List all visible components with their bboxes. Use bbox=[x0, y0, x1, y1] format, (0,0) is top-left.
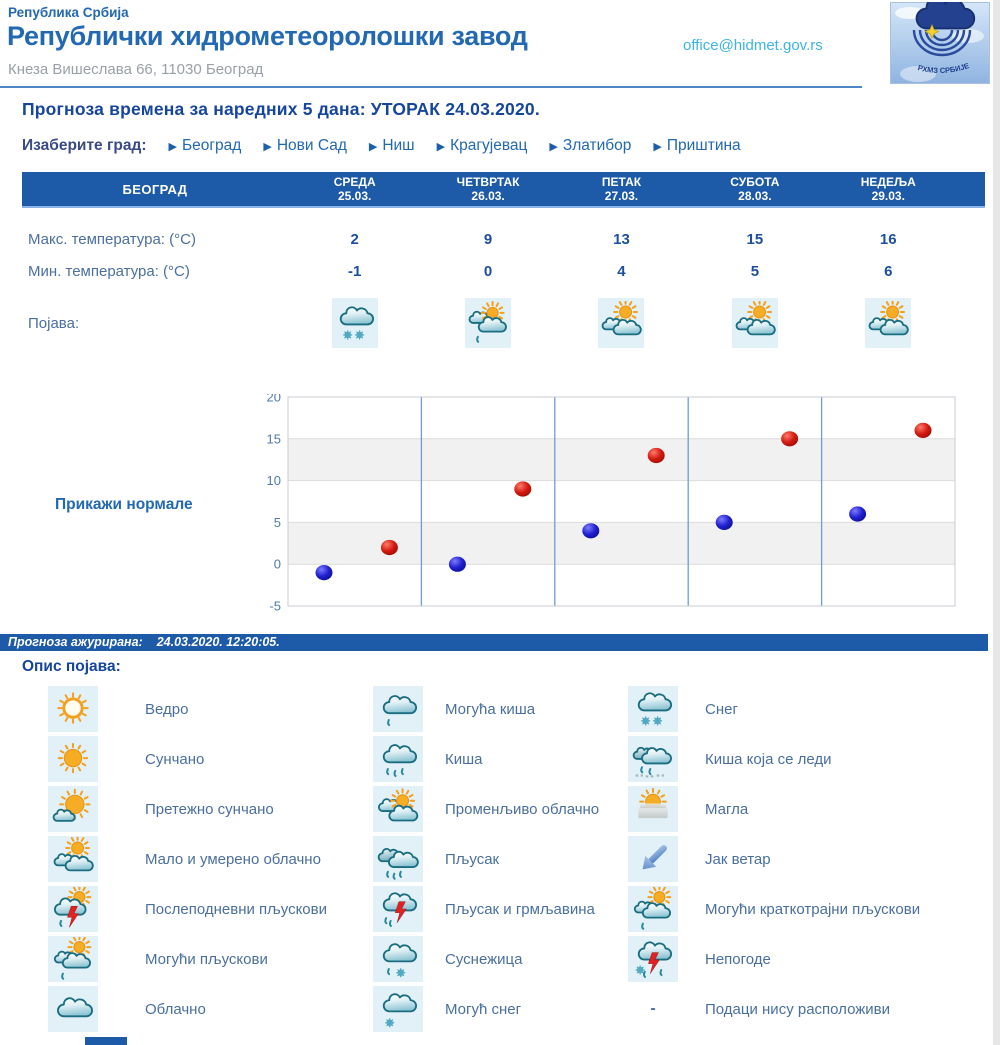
legend-icon-cell bbox=[48, 786, 98, 832]
sun-cloud-drop-icon bbox=[631, 887, 675, 931]
cloud-bolt-rain-icon bbox=[376, 887, 420, 931]
city-link[interactable]: ▶ Приштина bbox=[653, 137, 741, 154]
legend-icon-cell bbox=[628, 886, 678, 932]
city-selector bbox=[22, 137, 741, 155]
max-temp-value: 15 bbox=[746, 231, 764, 248]
arrow-right-icon: ▶ bbox=[653, 141, 662, 153]
svg-text:-5: -5 bbox=[269, 598, 281, 614]
sun-clouds-icon bbox=[599, 301, 643, 345]
table-day-header: СРЕДА 25.03. bbox=[333, 175, 376, 203]
sun-small-cloud-icon bbox=[51, 787, 95, 831]
weather-icon-cell bbox=[465, 298, 511, 348]
legend-icon-cell bbox=[628, 836, 678, 882]
max-temp-value: 2 bbox=[350, 231, 359, 248]
min-temp-value: 6 bbox=[884, 263, 893, 280]
legend-icon-cell bbox=[48, 886, 98, 932]
legend-icon-cell bbox=[628, 936, 678, 982]
max-temp-label: Макс. температура: (°C) bbox=[28, 231, 196, 248]
next-section-bar bbox=[85, 1037, 127, 1045]
wind-arrow-icon bbox=[631, 837, 675, 881]
min-temp-value: 5 bbox=[750, 263, 760, 280]
legend-title: Опис појава: bbox=[22, 658, 121, 675]
legend-label: Претежно сунчано bbox=[145, 800, 274, 818]
legend-icon-cell bbox=[48, 836, 98, 882]
logo-caption: РХМЗ СРБИЈЕ bbox=[916, 61, 971, 76]
weather-icon-cell bbox=[865, 298, 911, 348]
cloud-rain-icon bbox=[376, 737, 420, 781]
sun-outline-icon bbox=[51, 687, 95, 731]
sun-cloud-drop-icon bbox=[51, 937, 95, 981]
contact-email-link[interactable]: office@hidmet.gov.rs bbox=[683, 37, 823, 54]
legend-icon-cell bbox=[373, 986, 423, 1032]
header-divider bbox=[0, 86, 862, 88]
table-city-cell: БЕОГРАД bbox=[122, 182, 188, 197]
max-temp-value: 9 bbox=[483, 231, 493, 248]
sun-icon bbox=[51, 737, 95, 781]
arrow-right-icon: ▶ bbox=[263, 141, 272, 153]
max-temp-value: 13 bbox=[613, 231, 630, 248]
city-link[interactable]: ▶ Златибор bbox=[549, 137, 632, 154]
no-data-dash: - bbox=[650, 1000, 656, 1017]
legend-label: Киша која се леди bbox=[705, 750, 832, 768]
updated-timestamp: 24.03.2020. 12:20:05. bbox=[156, 635, 280, 649]
cloud-snow-icon bbox=[631, 687, 675, 731]
city-link[interactable]: ▶ Ниш bbox=[368, 137, 415, 154]
forecast-updated-bar bbox=[0, 634, 988, 651]
legend-label: Мало и умерено облачно bbox=[145, 850, 321, 868]
cloud-snow-icon bbox=[333, 301, 377, 345]
forecast-title: Прогноза времена за наредних 5 дана: УТОРАК 24.03.2020. bbox=[22, 99, 540, 119]
table-day-header: СУБОТА 28.03. bbox=[730, 175, 780, 203]
table-day-header: НЕДЕЉА 29.03. bbox=[860, 175, 916, 203]
city-link[interactable]: ▶ Крагујевац bbox=[436, 137, 528, 154]
legend-label: Ведро bbox=[145, 700, 189, 718]
max-temp-value: 16 bbox=[879, 231, 897, 248]
legend-icon-cell bbox=[628, 736, 678, 782]
min-temp-value: 4 bbox=[617, 263, 626, 280]
show-normals-link[interactable]: Прикажи нормале bbox=[55, 496, 193, 513]
temperature-chart bbox=[254, 394, 958, 614]
cloud-drop-flake-icon bbox=[376, 937, 420, 981]
svg-text:0: 0 bbox=[273, 556, 281, 572]
cloud-icon bbox=[51, 987, 95, 1031]
legend-label: Облачно bbox=[145, 1000, 206, 1018]
arrow-right-icon: ▶ bbox=[436, 141, 446, 153]
table-day-header: ПЕТАК 27.03. bbox=[601, 175, 642, 203]
legend-label: Пљусак и грмљавина bbox=[445, 900, 595, 918]
legend-icon-cell bbox=[373, 736, 423, 782]
legend-label: Могућа киша bbox=[445, 700, 536, 718]
table-day-header: ЧЕТВРТАК 26.03. bbox=[456, 175, 520, 203]
min-temp-value: -1 bbox=[348, 263, 362, 280]
legend-label: Променљиво облачно bbox=[445, 800, 600, 818]
forecast-table-header bbox=[22, 172, 985, 208]
legend-label: Послеподневни пљускови bbox=[145, 900, 327, 918]
sun-cloud-bolt-icon bbox=[51, 887, 95, 931]
legend-icon-cell bbox=[373, 836, 423, 882]
legend-label: Сунчано bbox=[145, 750, 205, 768]
cloud-flake-icon bbox=[376, 987, 420, 1031]
phenomena-row bbox=[22, 297, 985, 349]
city-selector-label: Изаберите град: bbox=[22, 137, 147, 154]
sun-clouds-icon bbox=[51, 837, 95, 881]
weather-icon-cell bbox=[598, 298, 644, 348]
min-temp-row bbox=[22, 263, 985, 280]
legend-icon-cell bbox=[373, 686, 423, 732]
legend-label: Суснежица bbox=[445, 950, 523, 968]
city-link[interactable]: ▶ Београд bbox=[168, 137, 242, 154]
legend-label: Подаци нису расположиви bbox=[705, 1000, 891, 1018]
legend-label: Магла bbox=[705, 800, 749, 818]
clouds-rain-icon bbox=[376, 837, 420, 881]
legend-label: Могући краткотрајни пљускови bbox=[705, 900, 921, 918]
country-label: Република Србија bbox=[8, 5, 129, 20]
legend-icon-cell bbox=[48, 736, 98, 782]
arrow-right-icon: ▶ bbox=[549, 141, 558, 153]
legend-icon-cell bbox=[628, 786, 678, 832]
clouds-rain-ice-icon bbox=[631, 737, 675, 781]
updated-label: Прогноза ажурирана: bbox=[8, 635, 143, 649]
cloud-drop-icon bbox=[376, 687, 420, 731]
fog-sun-icon bbox=[631, 787, 675, 831]
svg-text:5: 5 bbox=[273, 514, 281, 530]
legend-label: Непогоде bbox=[705, 950, 771, 968]
phenomena-label: Појава: bbox=[28, 314, 80, 332]
legend-icon-cell bbox=[48, 686, 98, 732]
phenomena-legend bbox=[48, 684, 968, 1034]
legend-icon-cell bbox=[373, 786, 423, 832]
rhmz-logo bbox=[890, 2, 990, 84]
weather-icon-cell bbox=[332, 298, 378, 348]
legend-label: Могућ снег bbox=[445, 1000, 522, 1018]
sun-clouds-icon bbox=[733, 301, 777, 345]
cloud-bolt-snow-icon bbox=[631, 937, 675, 981]
legend-label: Снег bbox=[705, 700, 738, 718]
legend-icon-cell bbox=[373, 886, 423, 932]
clouds-sun-drop-icon bbox=[466, 301, 510, 345]
legend-label: Могући пљускови bbox=[145, 950, 268, 968]
sun-clouds-icon bbox=[866, 301, 910, 345]
svg-text:20: 20 bbox=[266, 394, 281, 405]
page-edge bbox=[993, 0, 1000, 1045]
legend-icon-cell bbox=[48, 986, 98, 1032]
legend-icon-cell bbox=[48, 936, 98, 982]
legend-icon-cell bbox=[628, 686, 678, 732]
city-link[interactable]: ▶ Нови Сад bbox=[263, 137, 347, 154]
weather-icon-cell bbox=[732, 298, 778, 348]
page-title: Републички хидрометеоролошки завод bbox=[7, 21, 528, 51]
legend-label: Пљусак bbox=[445, 850, 500, 868]
svg-text:15: 15 bbox=[266, 431, 281, 447]
clouds-sun-icon bbox=[376, 787, 420, 831]
min-temp-value: 0 bbox=[483, 263, 493, 280]
city-links bbox=[147, 137, 741, 154]
max-temp-row bbox=[22, 231, 985, 248]
org-address: Кнеза Вишеслава 66, 11030 Београд bbox=[8, 61, 264, 78]
legend-label: Киша bbox=[445, 750, 483, 768]
arrow-right-icon: ▶ bbox=[168, 141, 177, 153]
min-temp-label: Мин. температура: (°C) bbox=[28, 263, 190, 280]
svg-text:10: 10 bbox=[266, 473, 281, 489]
legend-label: Јак ветар bbox=[705, 850, 771, 868]
arrow-right-icon: ▶ bbox=[368, 141, 378, 153]
legend-icon-cell bbox=[373, 936, 423, 982]
